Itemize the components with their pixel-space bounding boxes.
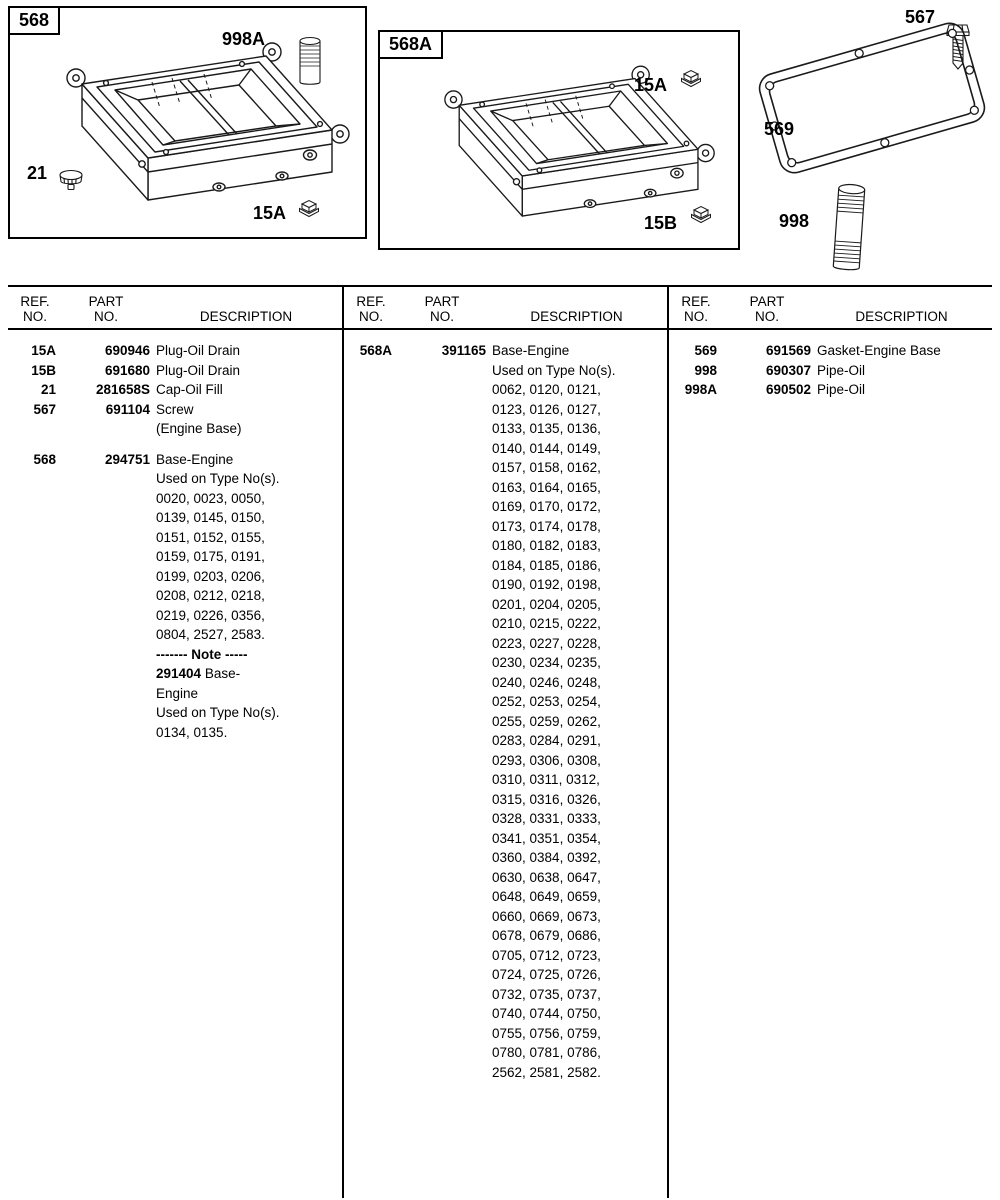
desc-line: 0293, 0306, 0308, [492, 752, 601, 768]
header-part-line2: NO. [93, 309, 118, 324]
header-ref-no [675, 294, 717, 324]
desc-line: 0341, 0351, 0354, [492, 830, 601, 846]
desc-line: 0255, 0259, 0262, [492, 713, 601, 729]
desc-line: 0157, 0158, 0162, [492, 460, 601, 475]
ref-no: 15B [31, 362, 56, 378]
desc-line: 0328, 0331, 0333, [492, 811, 601, 826]
header-ref-line1: REF. [20, 294, 50, 309]
desc-line: Base-Engine [492, 343, 570, 358]
desc-line: 0208, 0212, 0218, [156, 588, 265, 603]
header-description: DESCRIPTION [199, 309, 293, 324]
desc-line: 0630, 0638, 0647, [492, 869, 601, 885]
table-entry [675, 361, 988, 381]
gasket-icon [752, 16, 992, 180]
part-no: 691569 [765, 343, 811, 358]
table-entry [675, 380, 988, 400]
ref-no: 21 [40, 382, 56, 397]
desc-line: 0755, 0756, 0759, [492, 1025, 601, 1041]
table-column [667, 287, 992, 1198]
header-ref-line1: REF. [681, 294, 711, 309]
desc-line: 0139, 0145, 0150, [156, 510, 265, 525]
callout-15A: 15A [253, 203, 287, 223]
header-description: DESCRIPTION [530, 309, 623, 324]
callout-15A: 15A [634, 75, 668, 95]
ref-no: 568A [359, 343, 392, 358]
desc-line: 0190, 0192, 0198, [492, 577, 601, 592]
desc-line: 0210, 0215, 0222, [492, 616, 601, 631]
desc-line: 0169, 0170, 0172, [492, 499, 601, 514]
ref-no: 567 [33, 401, 56, 417]
desc-line: Used on Type No(s). [156, 471, 280, 486]
header-part-line2: NO. [429, 309, 454, 324]
desc-line: Plug-Oil Drain [156, 343, 241, 358]
description [156, 400, 338, 439]
desc-line: 0180, 0182, 0183, [492, 538, 601, 553]
desc-line: 0678, 0679, 0686, [492, 928, 601, 943]
header-ref-line2: NO. [22, 309, 47, 324]
part-no: 691104 [105, 401, 150, 417]
part-no: 281658S [95, 382, 150, 397]
table-column [342, 287, 667, 1198]
description [156, 450, 338, 743]
desc-line: 0648, 0649, 0659, [492, 889, 601, 904]
desc-line: 0724, 0725, 0726, [492, 967, 601, 982]
desc-line: 2562, 2581, 2582. [492, 1064, 601, 1080]
desc-line: 0660, 0669, 0673, [492, 908, 601, 924]
table-header [8, 287, 342, 330]
table-entry [14, 400, 338, 439]
part-no: 391165 [441, 343, 486, 358]
oil-pan-drawing [394, 48, 724, 239]
desc-line: (Engine Base) [156, 421, 242, 436]
header-description: DESCRIPTION [855, 309, 948, 324]
header-part-line1: PART [88, 294, 124, 309]
desc-line: 0230, 0234, 0235, [492, 655, 601, 670]
ref-no: 15A [31, 343, 56, 358]
desc-line: 0252, 0253, 0254, [492, 694, 601, 709]
desc-line: ------- Note ----- [156, 646, 248, 662]
part-no: 690307 [765, 362, 811, 378]
header-part-no [723, 294, 811, 324]
header-ref-line1: REF. [356, 294, 386, 309]
desc-line: 0151, 0152, 0155, [156, 529, 265, 545]
callout-998A: 998A [222, 29, 266, 49]
oil-fill-cap-icon [58, 168, 86, 192]
desc-line: 0163, 0164, 0165, [492, 479, 601, 495]
desc-line: 0123, 0126, 0127, [492, 401, 601, 417]
desc-line: 0240, 0246, 0248, [492, 674, 601, 690]
desc-line: 0133, 0135, 0136, [492, 421, 601, 436]
table-header [344, 287, 667, 330]
diagram-panel-568A [378, 30, 740, 250]
desc-line: 0140, 0144, 0149, [492, 440, 601, 456]
desc-line: 0159, 0175, 0191, [156, 549, 265, 564]
desc-line: 0223, 0227, 0228, [492, 635, 601, 651]
desc-line: Used on Type No(s). [492, 362, 616, 378]
column-body [8, 330, 342, 742]
table-entry [350, 341, 663, 1082]
description [817, 341, 988, 361]
desc-line: 291404 Base- [156, 666, 241, 681]
desc-line: Engine [156, 685, 199, 701]
desc-line: Pipe-Oil [817, 362, 866, 378]
oil-drain-plug-icon [298, 198, 320, 218]
description [156, 341, 338, 361]
header-part-no [62, 294, 150, 324]
desc-line: 0173, 0174, 0178, [492, 518, 601, 534]
desc-line: 0134, 0135. [156, 724, 228, 740]
parts-table [8, 285, 992, 1198]
desc-line: Screw [156, 401, 194, 417]
desc-line: Gasket-Engine Base [817, 343, 941, 358]
header-part-line2: NO. [754, 309, 779, 324]
description [817, 361, 988, 381]
header-ref-line2: NO. [683, 309, 708, 324]
desc-line: 0315, 0316, 0326, [492, 791, 601, 807]
ref-no: 998 [694, 362, 717, 378]
table-header [669, 287, 992, 330]
desc-line: 0360, 0384, 0392, [492, 850, 601, 865]
table-entry [14, 341, 338, 361]
desc-line: Plug-Oil Drain [156, 362, 241, 378]
header-part-line1: PART [749, 294, 785, 309]
desc-line: 0219, 0226, 0356, [156, 607, 265, 623]
callout-567: 567 [905, 7, 936, 27]
description [156, 380, 338, 400]
desc-line: 0201, 0204, 0205, [492, 596, 601, 612]
desc-line: 0740, 0744, 0750, [492, 1006, 601, 1021]
oil-drain-plug-icon [680, 68, 702, 88]
description [156, 361, 338, 381]
header-part-line1: PART [424, 294, 460, 309]
ref-no: 998A [684, 382, 717, 397]
callout-21: 21 [27, 163, 48, 183]
desc-line: 0804, 2527, 2583. [156, 627, 265, 642]
ref-no: 569 [694, 343, 717, 358]
desc-line: Pipe-Oil [817, 382, 866, 397]
part-no: 690502 [765, 382, 811, 397]
description [492, 341, 663, 1082]
oil-drain-plug-icon [690, 204, 712, 224]
desc-line: 0732, 0735, 0737, [492, 986, 601, 1002]
table-entry [14, 450, 338, 743]
desc-line: 0780, 0781, 0786, [492, 1045, 601, 1060]
panel-label-568: 568 [8, 6, 60, 35]
column-body [344, 330, 667, 1082]
callout-569: 569 [764, 119, 795, 139]
desc-line: Used on Type No(s). [156, 705, 280, 720]
table-entry [14, 361, 338, 381]
desc-line: 0310, 0311, 0312, [492, 772, 600, 787]
part-no: 691680 [104, 362, 150, 378]
description [817, 380, 988, 400]
header-ref-line2: NO. [358, 309, 383, 324]
desc-line: 0283, 0284, 0291, [492, 733, 601, 748]
header-ref-no [14, 294, 56, 324]
illustrations [0, 0, 1000, 285]
desc-line: Cap-Oil Fill [156, 382, 223, 397]
desc-line: 0199, 0203, 0206, [156, 568, 265, 584]
ref-no: 568 [33, 451, 56, 467]
table-entry [14, 380, 338, 400]
callout-998: 998 [779, 211, 810, 231]
callout-15B: 15B [644, 213, 678, 233]
desc-line: 0705, 0712, 0723, [492, 947, 601, 963]
pipe-oil-icon [297, 36, 323, 88]
diagram-panel-568 [8, 6, 367, 239]
table-entry [675, 341, 988, 361]
desc-line: 0184, 0185, 0186, [492, 557, 601, 573]
table-column [8, 287, 342, 1198]
desc-line: 0020, 0023, 0050, [156, 490, 265, 506]
desc-line: 0062, 0120, 0121, [492, 382, 601, 397]
panel-label-568A: 568A [378, 30, 443, 59]
part-no: 690946 [104, 343, 150, 358]
column-body [669, 330, 992, 400]
header-part-no [398, 294, 486, 324]
desc-line: Base-Engine [156, 451, 234, 467]
part-no: 294751 [104, 451, 150, 467]
pipe-oil-icon [829, 181, 869, 275]
header-ref-no [350, 294, 392, 324]
